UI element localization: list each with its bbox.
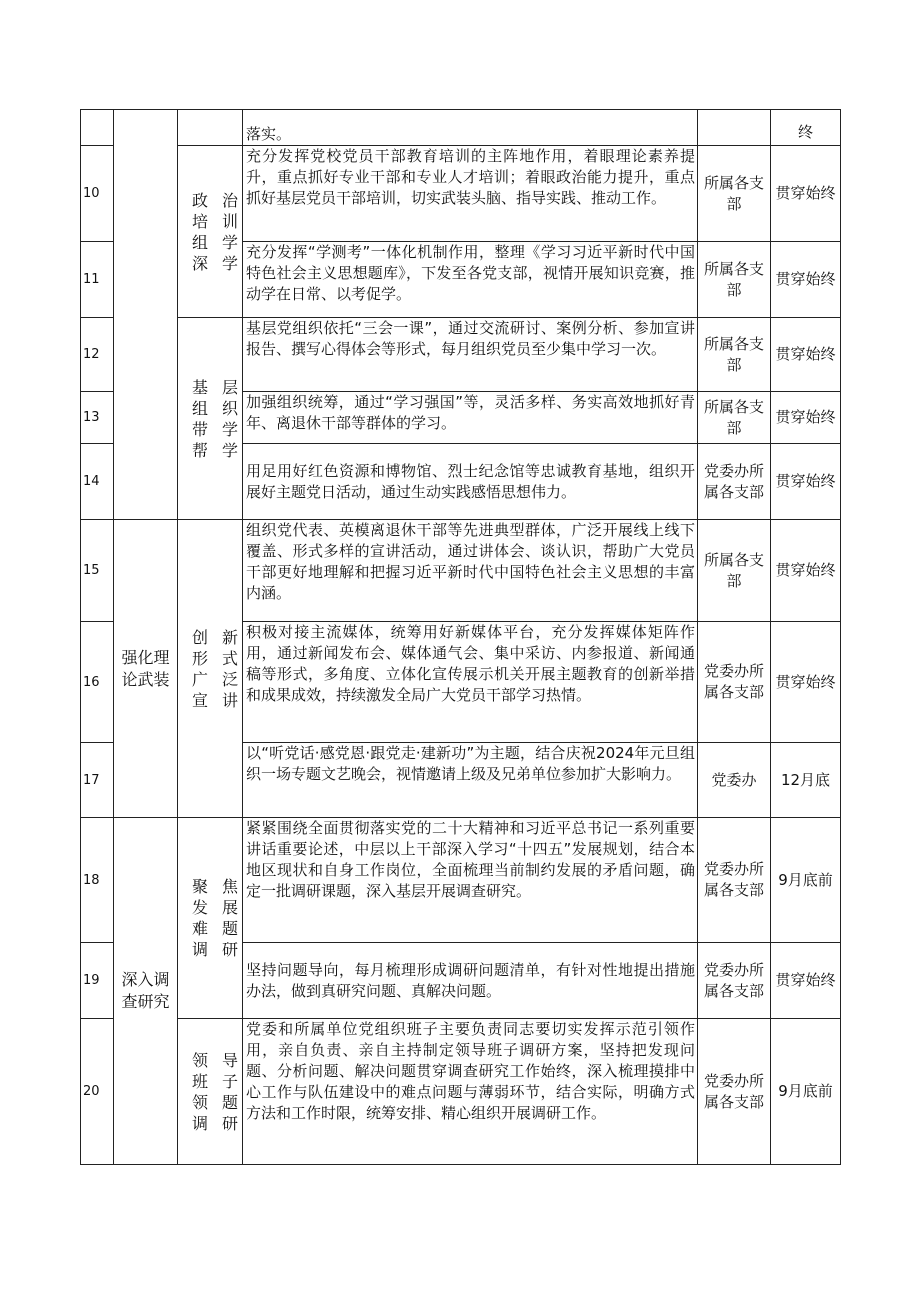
task-content: 坚持问题导向，每月梳理形成调研问题清单，有针对性地提出措施办法，做到真研究问题、真解决问题。 — [243, 943, 698, 1019]
deadline: 贯穿始终 — [771, 392, 841, 444]
responsible-dept: 党委办所属各支部 — [698, 1019, 771, 1165]
subcategory-cell: 创新形式广泛宣讲 — [178, 520, 243, 818]
deadline: 12月底 — [771, 743, 841, 818]
task-content: 党委和所属单位党组织班子主要负责同志要切实发挥示范引领作用，亲自负责、亲自主持制定领导班子调研方案，坚持把发现问题、分析问题、解决问题贯穿调查研究工作始终，深入梳理摸排中心工作与队伍建设中的难点问题与薄弱环节，结合实际，明确方式方法和工作时限，统筹安排、精心组织开展调研工作。 — [243, 1019, 698, 1165]
deadline: 贯穿始终 — [771, 242, 841, 318]
subcategory-cell — [178, 110, 243, 146]
task-content: 基层党组织依托“三会一课”，通过交流研讨、案例分析、参加宣讲报告、撰写心得体会等形式，每月组织党员至少集中学习一次。 — [243, 318, 698, 392]
subcategory-cell: 政治培训组学深学 — [178, 146, 243, 318]
task-content: 紧紧围绕全面贯彻落实党的二十大精神和习近平总书记一系列重要讲话重要论述，中层以上干部深入学习“十四五”发展规划，结合本地区现状和自身工作岗位，全面梳理当前制约发展的矛盾问题，确定一批调研课题，深入基层开展调查研究。 — [243, 818, 698, 943]
row-number: 16 — [81, 622, 114, 743]
deadline: 贯穿始终 — [771, 444, 841, 520]
category-cell: 强化理论武装 — [114, 520, 178, 818]
task-content: 以“听党话·感党恩·跟党走·建新功”为主题，结合庆祝2024年元旦组织一场专题文艺晚会，视情邀请上级及兄弟单位参加扩大影响力。 — [243, 743, 698, 818]
deadline: 贯穿始终 — [771, 146, 841, 242]
row-number: 10 — [81, 146, 114, 242]
responsible-dept: 党委办所属各支部 — [698, 943, 771, 1019]
responsible-dept: 党委办 — [698, 743, 771, 818]
subcategory-cell: 基层组织带学帮学 — [178, 318, 243, 520]
document-page — [80, 109, 840, 1165]
work-plan-table — [80, 109, 841, 1165]
category-cell — [114, 110, 178, 520]
responsible-dept: 所属各支部 — [698, 520, 771, 622]
subcategory-cell: 领导班子领题调研 — [178, 1019, 243, 1165]
subcategory-cell: 聚焦发展难题调研 — [178, 818, 243, 1019]
responsible-dept: 所属各支部 — [698, 242, 771, 318]
row-number: 11 — [81, 242, 114, 318]
row-number — [81, 110, 114, 146]
row-number: 15 — [81, 520, 114, 622]
responsible-dept: 党委办所属各支部 — [698, 444, 771, 520]
task-content: 充分发挥党校党员干部教育培训的主阵地作用，着眼理论素养提升，重点抓好专业干部和专业人才培训；着眼政治能力提升，重点抓好基层党员干部培训，切实武装头脑、指导实践、推动工作。 — [243, 146, 698, 242]
deadline: 贯穿始终 — [771, 943, 841, 1019]
task-content: 加强组织统筹，通过“学习强国”等，灵活多样、务实高效地抓好青年、离退休干部等群体的学习。 — [243, 392, 698, 444]
row-number: 14 — [81, 444, 114, 520]
responsible-dept — [698, 110, 771, 146]
responsible-dept: 所属各支部 — [698, 146, 771, 242]
row-number: 19 — [81, 943, 114, 1019]
task-content: 落实。 — [243, 110, 698, 146]
deadline: 贯穿始终 — [771, 520, 841, 622]
deadline: 贯穿始终 — [771, 318, 841, 392]
responsible-dept: 所属各支部 — [698, 392, 771, 444]
row-number: 17 — [81, 743, 114, 818]
category-cell: 深入调查研究 — [114, 818, 178, 1165]
row-number: 12 — [81, 318, 114, 392]
row-number: 20 — [81, 1019, 114, 1165]
row-number: 18 — [81, 818, 114, 943]
responsible-dept: 党委办所属各支部 — [698, 818, 771, 943]
task-content: 组织党代表、英模离退休干部等先进典型群体，广泛开展线上线下覆盖、形式多样的宣讲活动，通过讲体会、谈认识，帮助广大党员干部更好地理解和把握习近平新时代中国特色社会主义思想的丰富内涵。 — [243, 520, 698, 622]
deadline: 贯穿始终 — [771, 622, 841, 743]
task-content: 用足用好红色资源和博物馆、烈士纪念馆等忠诚教育基地，组织开展好主题党日活动，通过生动实践感悟思想伟力。 — [243, 444, 698, 520]
task-content: 积极对接主流媒体，统筹用好新媒体平台，充分发挥媒体矩阵作用，通过新闻发布会、媒体通气会、集中采访、内参报道、新闻通稿等形式，多角度、立体化宣传展示机关开展主题教育的创新举措和成果成效，持续激发全局广大党员干部学习热情。 — [243, 622, 698, 743]
deadline: 终 — [771, 110, 841, 146]
responsible-dept: 党委办所属各支部 — [698, 622, 771, 743]
row-number: 13 — [81, 392, 114, 444]
task-content: 充分发挥“学测考”一体化机制作用，整理《学习习近平新时代中国特色社会主义思想题库》，下发至各党支部，视情开展知识竞赛，推动学在日常、以考促学。 — [243, 242, 698, 318]
responsible-dept: 所属各支部 — [698, 318, 771, 392]
deadline: 9月底前 — [771, 818, 841, 943]
deadline: 9月底前 — [771, 1019, 841, 1165]
